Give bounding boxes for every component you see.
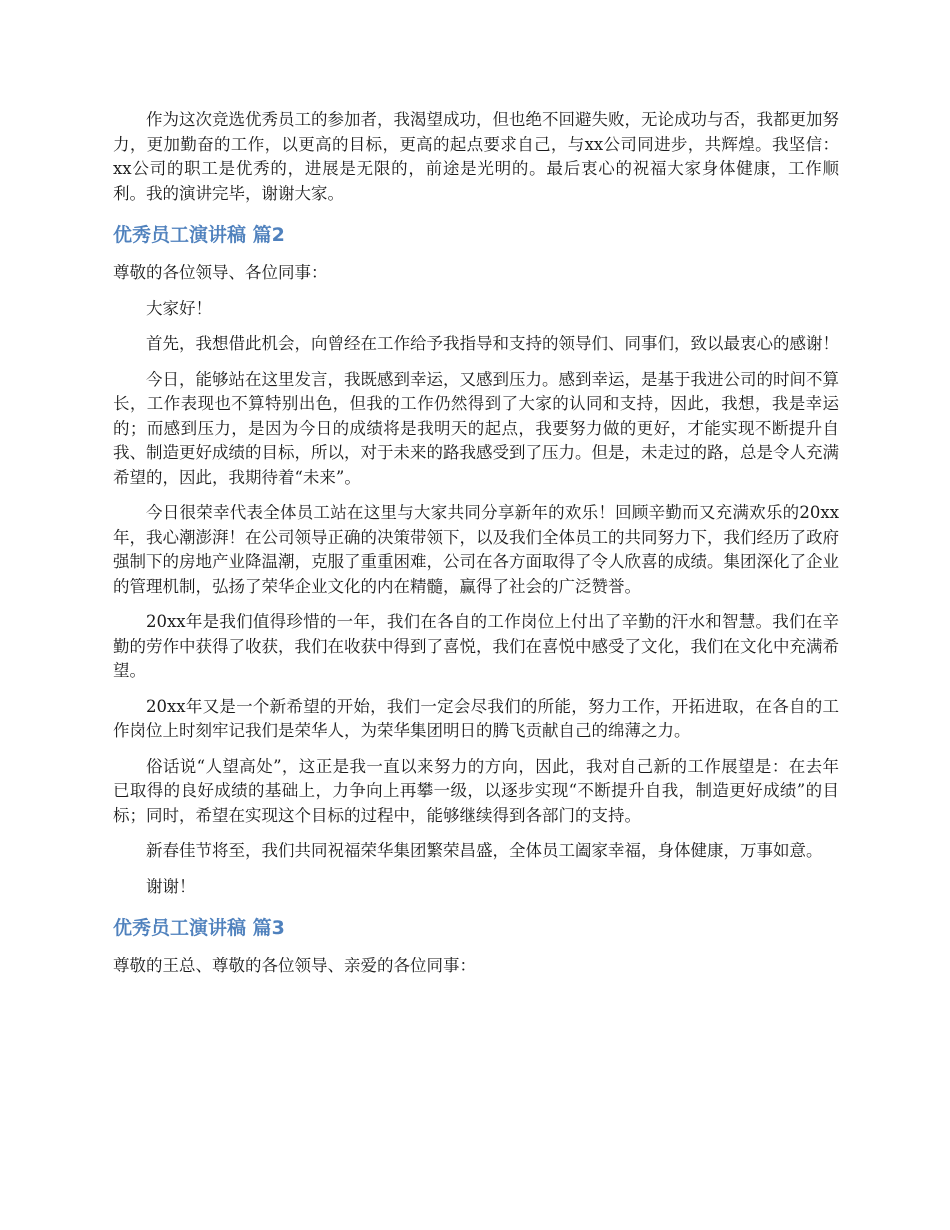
body-paragraph: 20xx年又是一个新希望的开始，我们一定会尽我们的所能，努力工作，开拓进取，在各自的工作岗位上时刻牢记我们是荣华人，为荣华集团明日的腾飞贡献自己的绵薄之力。 (113, 696, 839, 740)
greeting-paragraph: 大家好！ (146, 298, 212, 318)
salutation: 尊敬的各位领导、各位同事： (113, 263, 328, 282)
closing-paragraph: 作为这次竞选优秀员工的参加者，我渴望成功，但也绝不回避失败，无论成功与否，我都更加努力，更加勤奋的工作，以更高的目标，更高的起点要求自己，与xx公司同进步，共辉煌。我坚信：xx公司的职工是优秀的，进展是无限的，前途是光明的。最后衷心的祝福大家身体健康，工作顺利。我的演讲完毕，谢谢大家。 (113, 110, 839, 203)
document-page (113, 108, 839, 990)
salutation: 尊敬的王总、尊敬的各位领导、亲爱的各位同事： (113, 956, 476, 975)
body-paragraph: 新春佳节将至，我们共同祝福荣华集团繁荣昌盛，全体员工阖家幸福，身体健康，万事如意。 (146, 841, 823, 860)
section-heading-2: 优秀员工演讲稿 篇2 (113, 224, 285, 246)
body-paragraph: 今日很荣幸代表全体员工站在这里与大家共同分享新年的欢乐！回顾辛勤而又充满欢乐的20xx年，我心潮澎湃！在公司领导正确的决策带领下，以及我们全体员工的共同努力下，我们经历了政府强制下的房地产业降温潮，克服了重重困难，公司在各方面取得了令人欣喜的成绩。集团深化了企业的管理机制，弘扬了荣华企业文化的内在精髓，赢得了社会的广泛赞誉。 (113, 503, 839, 596)
body-paragraph: 俗话说“人望高处”，这正是我一直以来努力的方向，因此，我对自己新的工作展望是：在去年已取得的良好成绩的基础上，力争向上再攀一级，以逐步实现“不断提升自我，制造更好成绩”的目标；同时，希望在实现这个目标的过程中，能够继续得到各部门的支持。 (113, 756, 839, 825)
body-paragraph: 首先，我想借此机会，向曾经在工作给予我指导和支持的领导们、同事们，致以最衷心的感谢！ (146, 334, 839, 353)
body-paragraph: 20xx年是我们值得珍惜的一年，我们在各自的工作岗位上付出了辛勤的汗水和智慧。我们在辛勤的劳作中获得了收获，我们在收获中得到了喜悦，我们在喜悦中感受了文化，我们在文化中充满希望。 (113, 612, 839, 680)
body-paragraph: 今日，能够站在这里发言，我既感到幸运，又感到压力。感到幸运，是基于我进公司的时间不算长，工作表现也不算特别出色，但我的工作仍然得到了大家的认同和支持，因此，我想，我是幸运的；而感到压力，是因为今日的成绩将是我明天的起点，我要努力做的更好，才能实现不断提升自我、制造更好成绩的目标，所以，对于未来的路我感受到了压力。但是，未走过的路，总是令人充满希望的，因此，我期待着“未来”。 (113, 369, 839, 487)
thanks-paragraph: 谢谢！ (146, 876, 196, 896)
section-heading-3: 优秀员工演讲稿 篇3 (113, 917, 285, 939)
